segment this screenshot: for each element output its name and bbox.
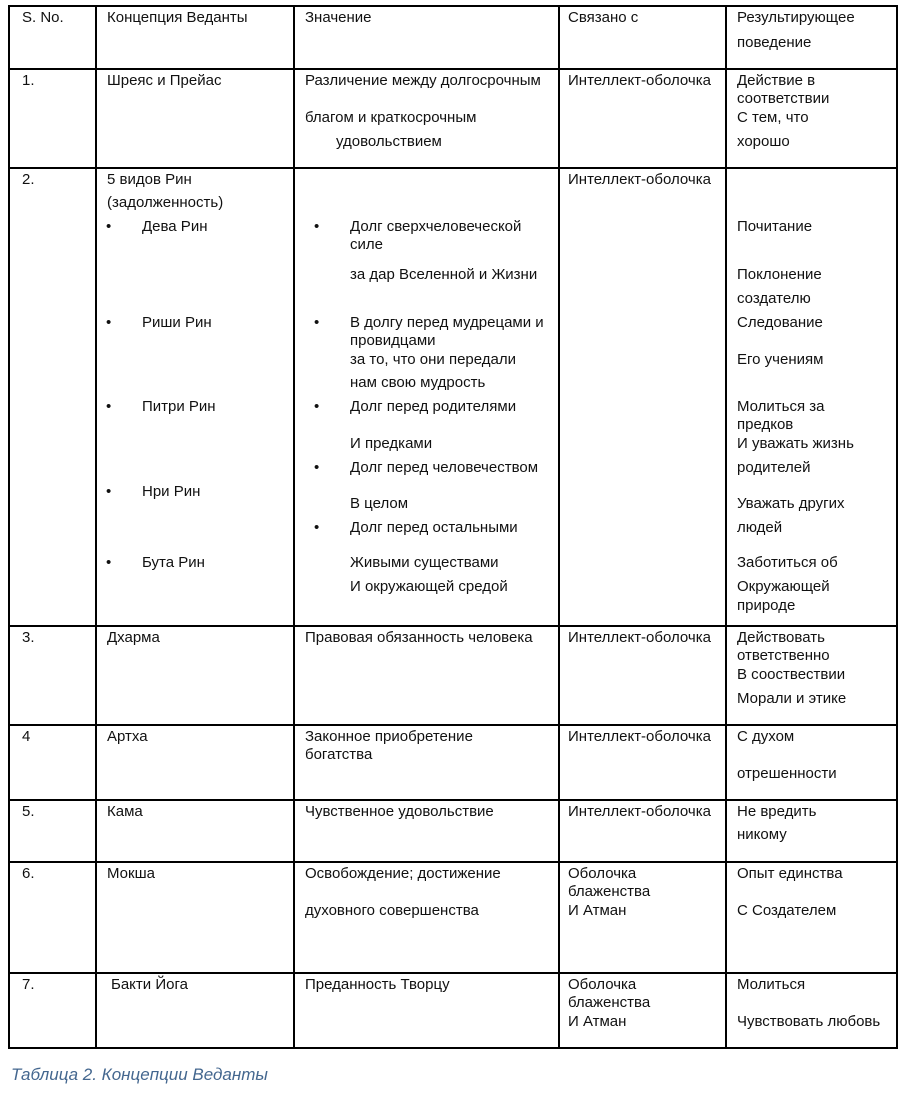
table-row xyxy=(9,725,897,800)
cell-text: Преданность Творцу xyxy=(305,976,450,993)
table-row xyxy=(9,800,897,862)
header-behavior xyxy=(726,6,897,69)
cell-text: 4 xyxy=(22,728,31,745)
table-cell xyxy=(726,69,897,168)
table-cell xyxy=(559,69,726,168)
table-cell xyxy=(96,800,294,862)
cell-text: Риши Рин xyxy=(142,314,212,331)
cell-text: Значение xyxy=(305,9,372,26)
table-cell xyxy=(9,862,96,973)
table-cell xyxy=(9,69,96,168)
bullet-marker: • xyxy=(106,483,112,500)
cell-text: Интеллект-оболочка xyxy=(568,728,711,745)
cell-text: силе xyxy=(350,236,383,253)
cell-text: людей xyxy=(737,519,783,536)
table-cell xyxy=(559,862,726,973)
cell-text: Законное приобретение xyxy=(305,728,473,745)
table-cell xyxy=(294,626,559,725)
cell-text: родителей xyxy=(737,459,811,476)
cell-text: Не вредить xyxy=(737,803,817,820)
table-cell xyxy=(559,725,726,800)
cell-text: Интеллект-оболочка xyxy=(568,803,711,820)
cell-text: 5. xyxy=(22,803,35,820)
cell-text: Связано с xyxy=(568,9,639,26)
bullet-marker: • xyxy=(106,398,112,415)
cell-text: С тем, что xyxy=(737,109,809,126)
bullet-marker: • xyxy=(314,218,320,235)
cell-text: В целом xyxy=(350,495,409,512)
table-row xyxy=(9,626,897,725)
cell-text: Дева Рин xyxy=(142,218,208,235)
table-caption: Таблица 2. Концепции Веданты xyxy=(11,1065,268,1084)
cell-text: 6. xyxy=(22,865,35,882)
cell-text: Следование xyxy=(737,314,823,331)
cell-text: Долг сверхчеловеческой xyxy=(350,218,522,235)
table-cell xyxy=(294,725,559,800)
table-row xyxy=(9,168,897,626)
cell-text: удовольствием xyxy=(336,133,442,150)
cell-text: Действовать xyxy=(737,629,825,646)
cell-text: Долг перед родителями xyxy=(350,398,517,415)
cell-text: (задолженность) xyxy=(107,194,224,211)
cell-text: за то, что они передали xyxy=(350,351,517,368)
cell-text: Чувственное удовольствие xyxy=(305,803,494,820)
table-cell xyxy=(559,626,726,725)
cell-text: ответственно xyxy=(737,647,830,664)
cell-text: богатства xyxy=(305,746,373,763)
cell-text: Уважать других xyxy=(737,495,845,512)
cell-text: Интеллект-оболочка xyxy=(568,629,711,646)
table-cell xyxy=(726,626,897,725)
bullet-marker: • xyxy=(314,519,320,536)
bullet-marker: • xyxy=(314,459,320,476)
cell-text: В сооствествии xyxy=(737,666,846,683)
cell-text: Бута Рин xyxy=(142,554,205,571)
cell-text: Оболочка xyxy=(568,865,637,882)
cell-text: Дхарма xyxy=(107,629,160,646)
table-cell xyxy=(96,725,294,800)
table-cell xyxy=(96,973,294,1048)
cell-text: И уважать жизнь xyxy=(737,435,854,452)
cell-text: хорошо xyxy=(737,133,790,150)
cell-text: Мокша xyxy=(107,865,155,882)
cell-text: 2. xyxy=(22,171,35,188)
table-cell xyxy=(726,168,897,626)
cell-text: Бакти Йога xyxy=(111,976,188,993)
cell-text: Интеллект-оболочка xyxy=(568,171,711,188)
cell-text: Артха xyxy=(107,728,148,745)
cell-text: никому xyxy=(737,826,787,843)
table-cell xyxy=(294,862,559,973)
cell-text: нам свою мудрость xyxy=(350,374,486,391)
bullet-marker: • xyxy=(106,554,112,571)
cell-text: отрешенности xyxy=(737,765,837,782)
table-cell xyxy=(294,973,559,1048)
cell-text: Нри Рин xyxy=(142,483,201,500)
cell-text: Морали и этике xyxy=(737,690,847,707)
table-cell xyxy=(294,69,559,168)
cell-text: С Создателем xyxy=(737,902,837,919)
header-concept xyxy=(96,6,294,69)
cell-text: Долг перед остальными xyxy=(350,519,518,536)
cell-text: 1. xyxy=(22,72,35,89)
cell-text: 5 видов Рин xyxy=(107,171,192,188)
table-cell xyxy=(726,800,897,862)
table-cell xyxy=(559,800,726,862)
cell-text: Окружающей xyxy=(737,578,830,595)
header-meaning xyxy=(294,6,559,69)
cell-text: И окружающей средой xyxy=(350,578,508,595)
cell-text: создателю xyxy=(737,290,811,307)
header-related xyxy=(559,6,726,69)
cell-text: Освобождение; достижение xyxy=(305,865,501,882)
table-cell xyxy=(294,168,559,626)
cell-text: И предками xyxy=(350,435,433,452)
cell-text: блаженства xyxy=(568,994,651,1011)
table-cell xyxy=(96,862,294,973)
cell-text: Чувствовать любовь xyxy=(737,1013,881,1030)
cell-text: за дар Вселенной и Жизни xyxy=(350,266,538,283)
cell-text: Заботиться об xyxy=(737,554,838,571)
cell-text: Кама xyxy=(107,803,143,820)
cell-text: поведение xyxy=(737,34,812,51)
cell-text: предков xyxy=(737,416,794,433)
cell-text: Шреяс и Прейас xyxy=(107,72,222,89)
table-row xyxy=(9,69,897,168)
table-row xyxy=(9,862,897,973)
cell-text: Правовая обязанность человека xyxy=(305,629,533,646)
table-row xyxy=(9,973,897,1048)
table-cell xyxy=(9,800,96,862)
table-cell xyxy=(96,626,294,725)
cell-text: Результирующее xyxy=(737,9,855,26)
cell-text: Питри Рин xyxy=(142,398,216,415)
cell-text: С духом xyxy=(737,728,795,745)
cell-text: Молиться xyxy=(737,976,806,993)
cell-text: Почитание xyxy=(737,218,813,235)
cell-text: 7. xyxy=(22,976,35,993)
table-cell xyxy=(294,800,559,862)
cell-text: 3. xyxy=(22,629,35,646)
cell-text: духовного совершенства xyxy=(305,902,479,919)
cell-text: благом и краткосрочным xyxy=(305,109,477,126)
cell-text: S. No. xyxy=(22,9,64,26)
cell-text: соответствии xyxy=(737,90,830,107)
table-cell xyxy=(9,973,96,1048)
bullet-marker: • xyxy=(106,218,112,235)
cell-text: Действие в xyxy=(737,72,816,89)
cell-text: Поклонение xyxy=(737,266,822,283)
cell-text: В долгу перед мудрецами и xyxy=(350,314,544,331)
cell-text: Различение между долгосрочным xyxy=(305,72,541,89)
table-cell xyxy=(96,69,294,168)
cell-text: И Атман xyxy=(568,1013,627,1030)
table-cell xyxy=(559,973,726,1048)
table-cell xyxy=(559,168,726,626)
header-row xyxy=(9,6,897,69)
cell-text: Опыт единства xyxy=(737,865,843,882)
cell-text: И Атман xyxy=(568,902,627,919)
table-cell xyxy=(96,168,294,626)
cell-text: природе xyxy=(737,597,796,614)
cell-text: Молиться за xyxy=(737,398,825,415)
table-cell xyxy=(726,973,897,1048)
cell-text: Живыми существами xyxy=(350,554,499,571)
bullet-marker: • xyxy=(314,398,320,415)
table-cell xyxy=(9,168,96,626)
vedanta-concepts-table xyxy=(8,5,898,1049)
table-cell xyxy=(9,725,96,800)
table-cell xyxy=(726,862,897,973)
table-cell xyxy=(9,626,96,725)
header-sno xyxy=(9,6,96,69)
cell-text: Долг перед человечеством xyxy=(350,459,539,476)
cell-text: Концепция Веданты xyxy=(107,9,248,26)
cell-text: Оболочка xyxy=(568,976,637,993)
bullet-marker: • xyxy=(106,314,112,331)
table-cell xyxy=(726,725,897,800)
cell-text: Его учениям xyxy=(737,351,824,368)
cell-text: провидцами xyxy=(350,332,436,349)
cell-text: блаженства xyxy=(568,883,651,900)
cell-text: Интеллект-оболочка xyxy=(568,72,711,89)
bullet-marker: • xyxy=(314,314,320,331)
